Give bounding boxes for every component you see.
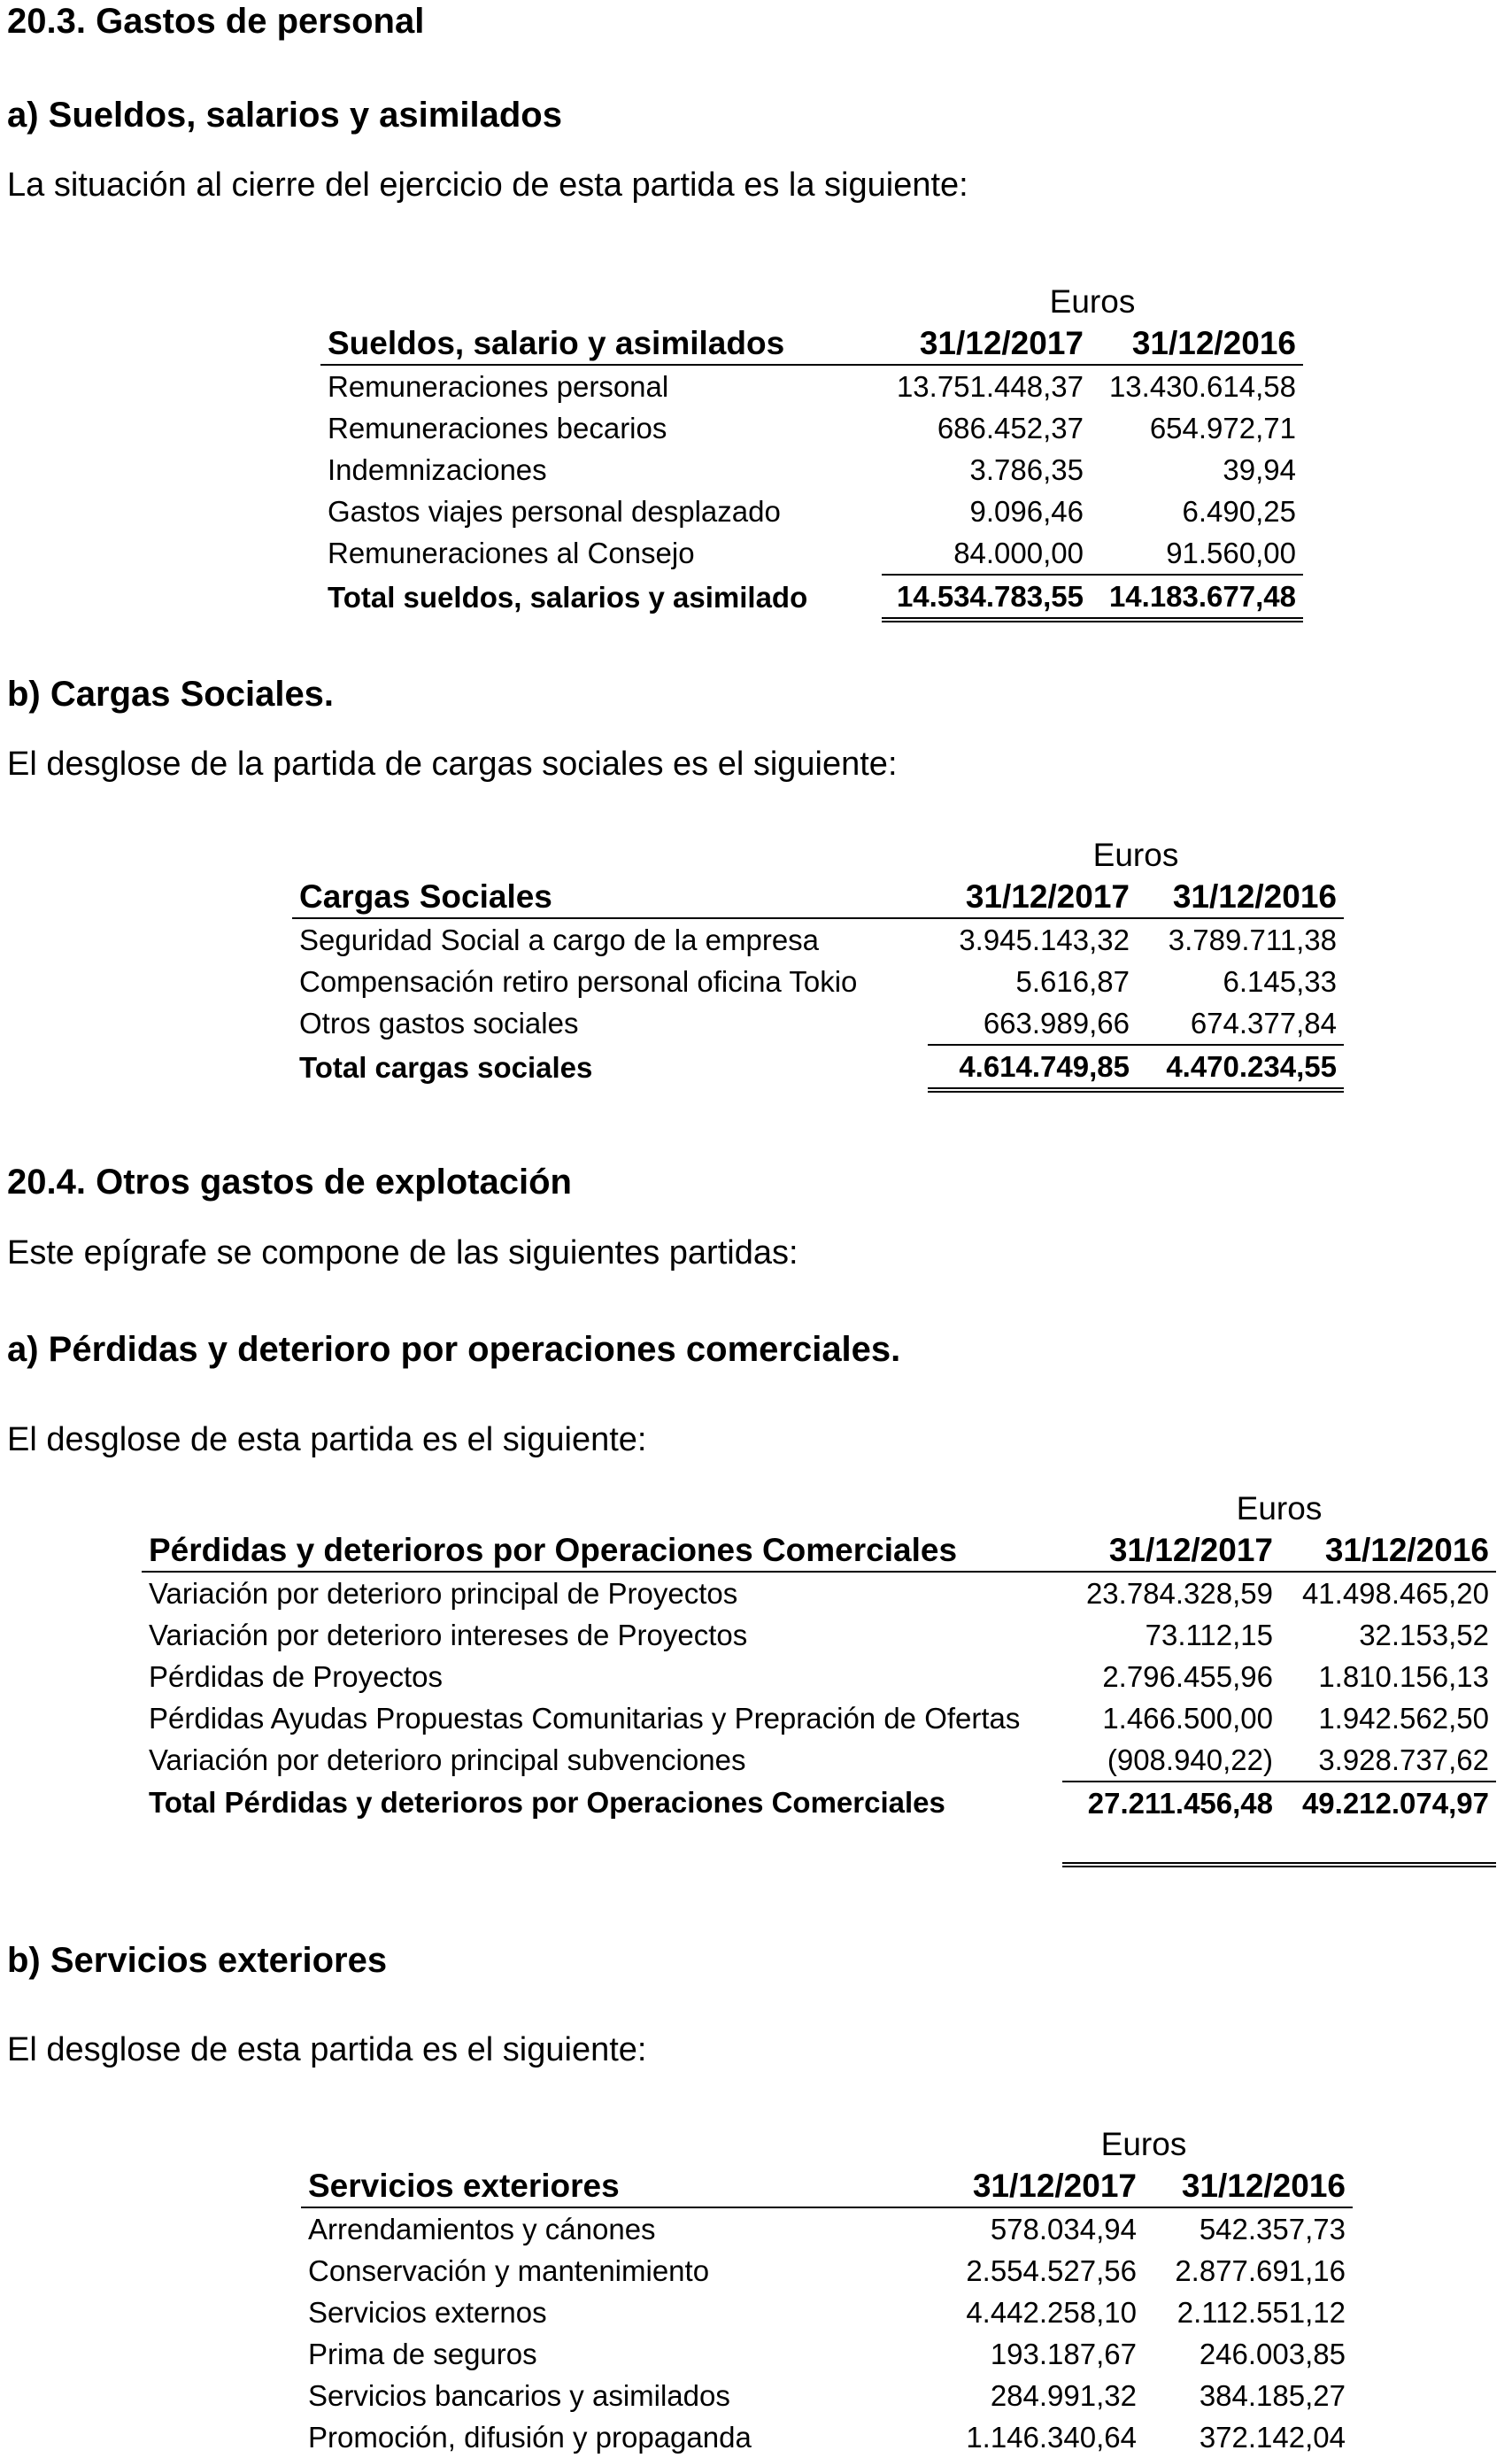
table-servicios-exteriores	[301, 2123, 1353, 2458]
table-row: Conservación y mantenimiento 2.554.527,56 2.877.691,16	[308, 2253, 1346, 2287]
table-row: Pérdidas Ayudas Propuestas Comunitarias y Prepración de Ofertas 1.466.500,00 1.942.562,50	[149, 1701, 1489, 1735]
table-row: Seguridad Social a cargo de la empresa 3.945.143,32 3.789.711,38	[299, 923, 1337, 956]
table-row: Remuneraciones becarios 686.452,37 654.972,71	[328, 411, 1296, 444]
subsection-title-sueldos: a) Sueldos, salarios y asimilados	[7, 96, 562, 135]
table-row: Compensación retiro personal oficina Tokio 5.616,87 6.145,33	[299, 964, 1337, 998]
currency-label: Euros	[1100, 2125, 1187, 2162]
table-row: Variación por deterioro intereses de Proyectos 73.112,15 32.153,52	[149, 1618, 1489, 1651]
table-total-row: Total Pérdidas y deterioros por Operaciones Comerciales 27.211.456,48 49.212.074,97	[149, 1786, 1489, 1820]
currency-label: Euros	[1049, 282, 1136, 320]
table-row: Servicios externos 4.442.258,10 2.112.551,12	[308, 2295, 1346, 2329]
table-row: Prima de seguros 193.187,67 246.003,85	[308, 2337, 1346, 2370]
table-perdidas	[142, 1488, 1496, 1824]
table-row: Gastos viajes personal desplazado 9.096,46 6.490,25	[328, 494, 1296, 528]
table-sueldos	[320, 281, 1303, 622]
section-title-20-3: 20.3. Gastos de personal	[7, 2, 425, 41]
table-row: Variación por deterioro principal subvenciones (908.940,22) 3.928.737,62	[142, 1739, 1496, 1782]
intro-servicios: El desglose de esta partida es el siguiente:	[7, 2031, 647, 2068]
table-row: Remuneraciones personal 13.751.448,37 13.430.614,58	[328, 369, 1296, 403]
table-row: Servicios bancarios y asimilados 284.991,32 384.185,27	[308, 2378, 1346, 2412]
table-row: Remuneraciones al Consejo 84.000,00 91.560,00	[320, 532, 1303, 575]
subsection-title-perdidas: a) Pérdidas y deterioro por operaciones comerciales.	[7, 1330, 901, 1369]
currency-label: Euros	[1236, 1489, 1323, 1527]
double-underline	[1062, 1862, 1496, 1867]
table-row: Pérdidas de Proyectos 2.796.455,96 1.810.156,13	[149, 1659, 1489, 1693]
table-row: Promoción, difusión y propaganda 1.146.340,64 372.142,04	[308, 2420, 1346, 2454]
intro-20-4: Este epígrafe se compone de las siguientes partidas:	[7, 1234, 798, 1272]
table-row: Arrendamientos y cánones 578.034,94 542.357,73	[308, 2212, 1346, 2245]
table-header: Sueldos, salario y asimilados 31/12/2017 31/12/2016	[320, 322, 1303, 365]
table-row: Variación por deterioro principal de Proyectos 23.784.328,59 41.498.465,20	[149, 1576, 1489, 1610]
table-header: Servicios exteriores 31/12/2017 31/12/2016	[301, 2165, 1353, 2207]
table-header: Cargas Sociales 31/12/2017 31/12/2016	[292, 876, 1344, 918]
table-total-row: Total cargas sociales 4.614.749,85 4.470.234,55	[292, 1045, 1344, 1090]
table-row: Indemnizaciones 3.786,35 39,94	[328, 452, 1296, 486]
table-row: Otros gastos sociales 663.989,66 674.377,84	[292, 1002, 1344, 1045]
intro-sueldos: La situación al cierre del ejercicio de esta partida es la siguiente:	[7, 166, 968, 204]
subsection-title-cargas: b) Cargas Sociales.	[7, 675, 335, 714]
section-title-20-4: 20.4. Otros gastos de explotación	[7, 1163, 572, 1202]
table-header: Pérdidas y deterioros por Operaciones Comerciales 31/12/2017 31/12/2016	[142, 1529, 1496, 1572]
intro-cargas: El desglose de la partida de cargas sociales es el siguiente:	[7, 746, 898, 783]
intro-perdidas: El desglose de esta partida es el siguiente:	[7, 1421, 647, 1458]
subsection-title-servicios: b) Servicios exteriores	[7, 1941, 388, 1980]
table-cargas-sociales	[292, 834, 1344, 1093]
currency-label: Euros	[1092, 836, 1179, 873]
table-total-row: Total sueldos, salarios y asimilado 14.534.783,55 14.183.677,48	[320, 575, 1303, 620]
